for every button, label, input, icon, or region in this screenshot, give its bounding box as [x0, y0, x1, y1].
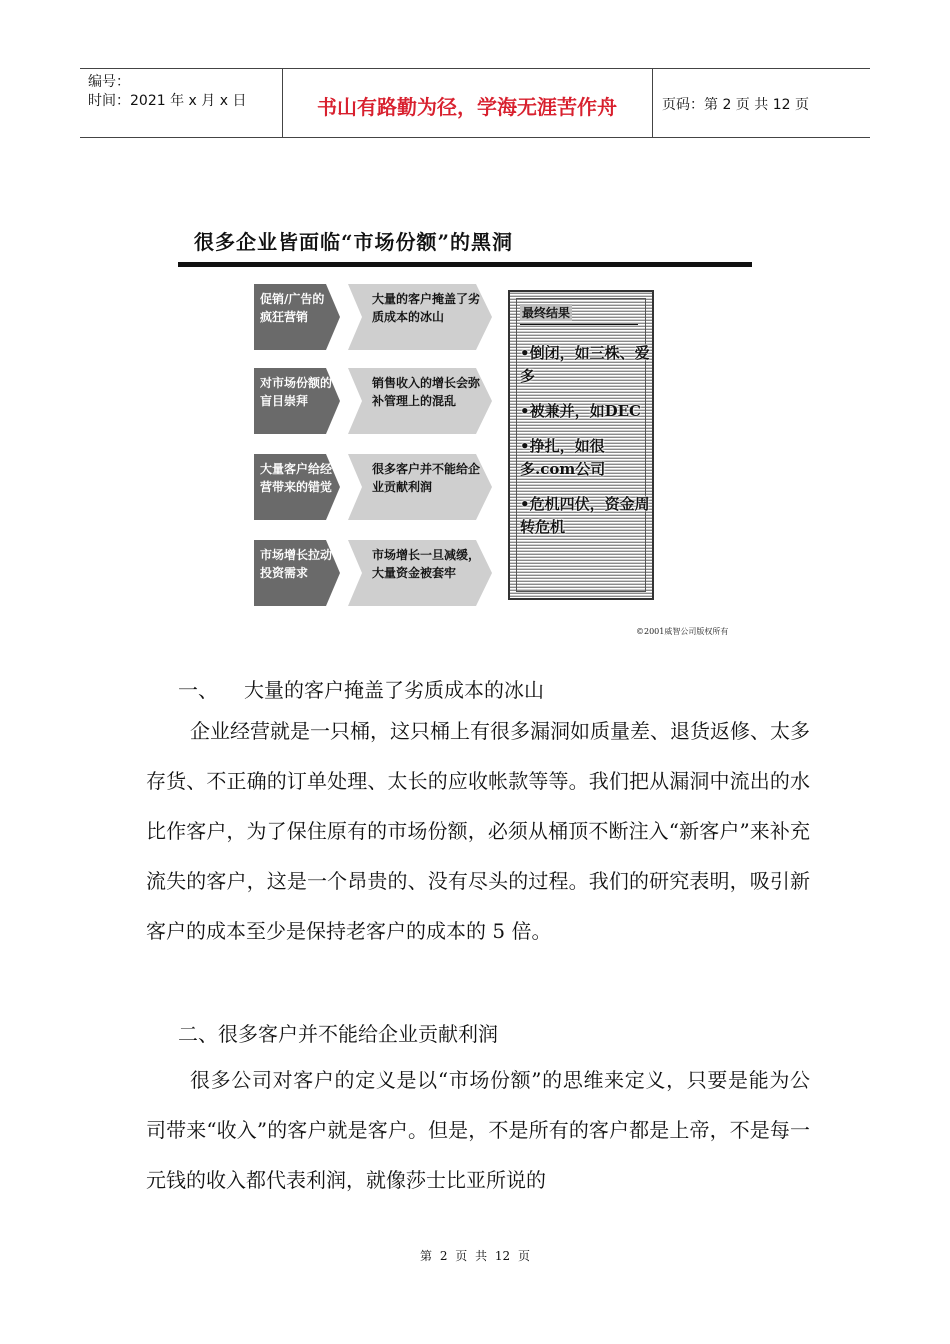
cause-chevron — [254, 454, 340, 520]
final-result-item: •挣扎，如很多.com公司 — [520, 437, 606, 478]
header-divider — [652, 69, 653, 137]
header-motto: 书山有路勤为径，学海无涯苦作舟 — [317, 95, 617, 119]
effect-chevron — [348, 540, 492, 606]
effect-chevron — [348, 454, 492, 520]
final-result-list — [520, 342, 652, 551]
final-result-box — [508, 290, 654, 600]
figure-copyright: ©2001威智公司版权所有 — [636, 627, 729, 636]
cause-chevron — [254, 368, 340, 434]
section-paragraph: 很多公司对客户的定义是以“市场份额”的思维来定义，只要是能为公司带来“收入”的客户就是客户。但是，不是所有的客户都是上帝，不是每一元钱的收入都代表利润，就像莎士比亚所说的 — [146, 1068, 810, 1192]
header-meta — [88, 73, 246, 111]
figure-title: 很多企业皆面临“市场份额”的黑洞 — [194, 230, 514, 254]
final-result-title: 最终结果 — [522, 306, 571, 320]
cause-label: 市场增长拉动投资需求 — [260, 548, 333, 580]
section-heading: 二、很多客户并不能给企业贡献利润 — [178, 1022, 498, 1046]
section-number: 一、 — [178, 678, 218, 702]
header-number-label: 编号： — [88, 74, 130, 90]
effect-chevron — [348, 368, 492, 434]
effect-label: 销售收入的增长会弥补管理上的混乱 — [372, 376, 481, 408]
section-heading-text: 大量的客户掩盖了劣质成本的冰山 — [244, 678, 544, 702]
header-page-label: 页码：第 2 页 共 12 页 — [662, 97, 809, 113]
page-header — [80, 68, 870, 138]
section-heading — [178, 674, 544, 703]
cause-chevron — [254, 284, 340, 350]
final-result-item: •倒闭，如三株、爱多 — [520, 344, 650, 385]
page-footer: 第 2 页 共 12 页 — [420, 1249, 530, 1263]
effect-chevron — [348, 284, 492, 350]
effect-label: 市场增长一旦减缓，大量资金被套牢 — [372, 548, 481, 580]
cause-chevron — [254, 540, 340, 606]
cause-label: 大量客户给经营带来的错觉 — [260, 462, 333, 494]
header-time-label: 时间：2021 年 x 月 x 日 — [88, 93, 247, 109]
final-result-rule — [520, 324, 638, 325]
section-paragraph: 企业经营就是一只桶，这只桶上有很多漏洞如质量差、退货返修、太多存货、不正确的订单处理、太长的应收帐款等等。我们把从漏洞中流出的水比作客户，为了保住原有的市场份额，必须从桶顶不断注入“新客户”来补充流失的客户，这是一个昂贵的、没有尽头的过程。我们的研究表明，吸引新客户的成本至少是保持老客户的成本的 5 倍。 — [146, 719, 810, 943]
header-divider — [282, 69, 283, 137]
effect-label: 大量的客户掩盖了劣质成本的冰山 — [372, 292, 481, 324]
figure-title-rule — [178, 262, 752, 267]
effect-label: 很多客户并不能给企业贡献利润 — [372, 462, 481, 494]
cause-label: 对市场份额的盲目崇拜 — [260, 376, 333, 408]
final-result-item: •被兼并，如DEC — [520, 402, 641, 420]
final-result-item: •危机四伏，资金周转危机 — [520, 495, 650, 536]
cause-label: 促销/广告的疯狂营销 — [260, 292, 325, 324]
